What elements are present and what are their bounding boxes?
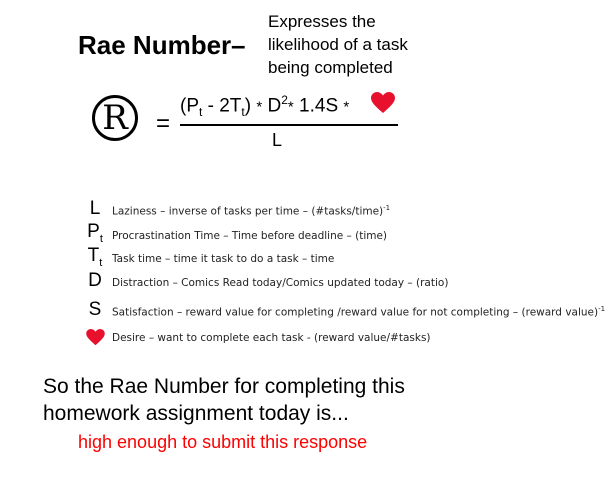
legend-symbol-text: P xyxy=(87,221,100,242)
times-1: * xyxy=(256,98,263,116)
legend-symbol-d xyxy=(84,270,106,292)
conclusion-line-2: homework assignment today is... xyxy=(43,402,349,425)
conclusion-text xyxy=(43,373,405,427)
numerator-d: D xyxy=(267,95,282,117)
legend-def-desire: Desire – want to complete each task - (reward value/#tasks) xyxy=(112,332,431,344)
legend-symbol-sub: t xyxy=(99,232,103,245)
times-3: * xyxy=(343,98,350,116)
title-description xyxy=(268,10,408,79)
legend-def-distraction: Distraction – Comics Read today/Comics updated today – (ratio) xyxy=(112,277,449,289)
legend-symbol-text: D xyxy=(88,270,102,291)
legend-def-sup: -1 xyxy=(598,305,605,313)
numerator-factor: 1.4S xyxy=(299,95,339,117)
legend-def-text: Laziness – inverse of tasks per time – (#tasks/time) xyxy=(112,205,384,218)
heart-icon xyxy=(371,92,395,114)
times-2: * xyxy=(287,98,294,116)
registered-r-symbol: R xyxy=(92,95,138,141)
legend-symbol-text: L xyxy=(89,198,101,219)
legend-symbol-l xyxy=(84,198,106,220)
description-line-1: Expresses the xyxy=(268,12,376,31)
legend-def-text: Satisfaction – reward value for completing /reward value for not completing – (reward value) xyxy=(112,306,599,319)
numerator-minus: - 2T xyxy=(202,95,242,117)
formula-denominator: L xyxy=(272,130,283,150)
numerator-p-sub: t xyxy=(199,105,203,120)
heart-icon-shape xyxy=(371,92,395,113)
legend-symbol-sub: t xyxy=(99,256,103,269)
heart-icon-shape xyxy=(86,329,105,345)
legend-def-task-time: Task time – time it task to do a task – time xyxy=(112,253,335,265)
legend-symbol-text: T xyxy=(87,245,100,266)
formula-numerator xyxy=(180,93,349,119)
legend-symbol-s xyxy=(84,299,106,321)
numerator-d-exp: 2 xyxy=(281,93,288,107)
legend-def-satisfaction xyxy=(112,305,605,319)
equals-sign: = xyxy=(156,110,171,137)
description-line-3: being completed xyxy=(268,58,393,77)
legend-def-laziness xyxy=(112,204,390,218)
title: Rae Number xyxy=(78,30,232,60)
heart-icon xyxy=(86,329,105,346)
numerator-t-sub: t xyxy=(241,105,245,120)
numerator-open: (P xyxy=(180,95,199,117)
fraction-bar xyxy=(180,124,398,126)
legend-symbol-pt xyxy=(84,221,106,245)
legend-def-procrastination: Procrastination Time – Time before deadline – (time) xyxy=(112,230,388,242)
conclusion-line-1: So the Rae Number for completing this xyxy=(43,375,405,398)
numerator-close: ) xyxy=(244,95,252,117)
legend-symbol-tt xyxy=(84,245,106,269)
title-dash: – xyxy=(231,30,246,60)
legend-def-sup: -1 xyxy=(383,204,391,212)
legend-symbol-text: S xyxy=(88,299,102,320)
answer-text: high enough to submit this response xyxy=(78,432,368,452)
description-line-2: likelihood of a task xyxy=(268,35,408,54)
